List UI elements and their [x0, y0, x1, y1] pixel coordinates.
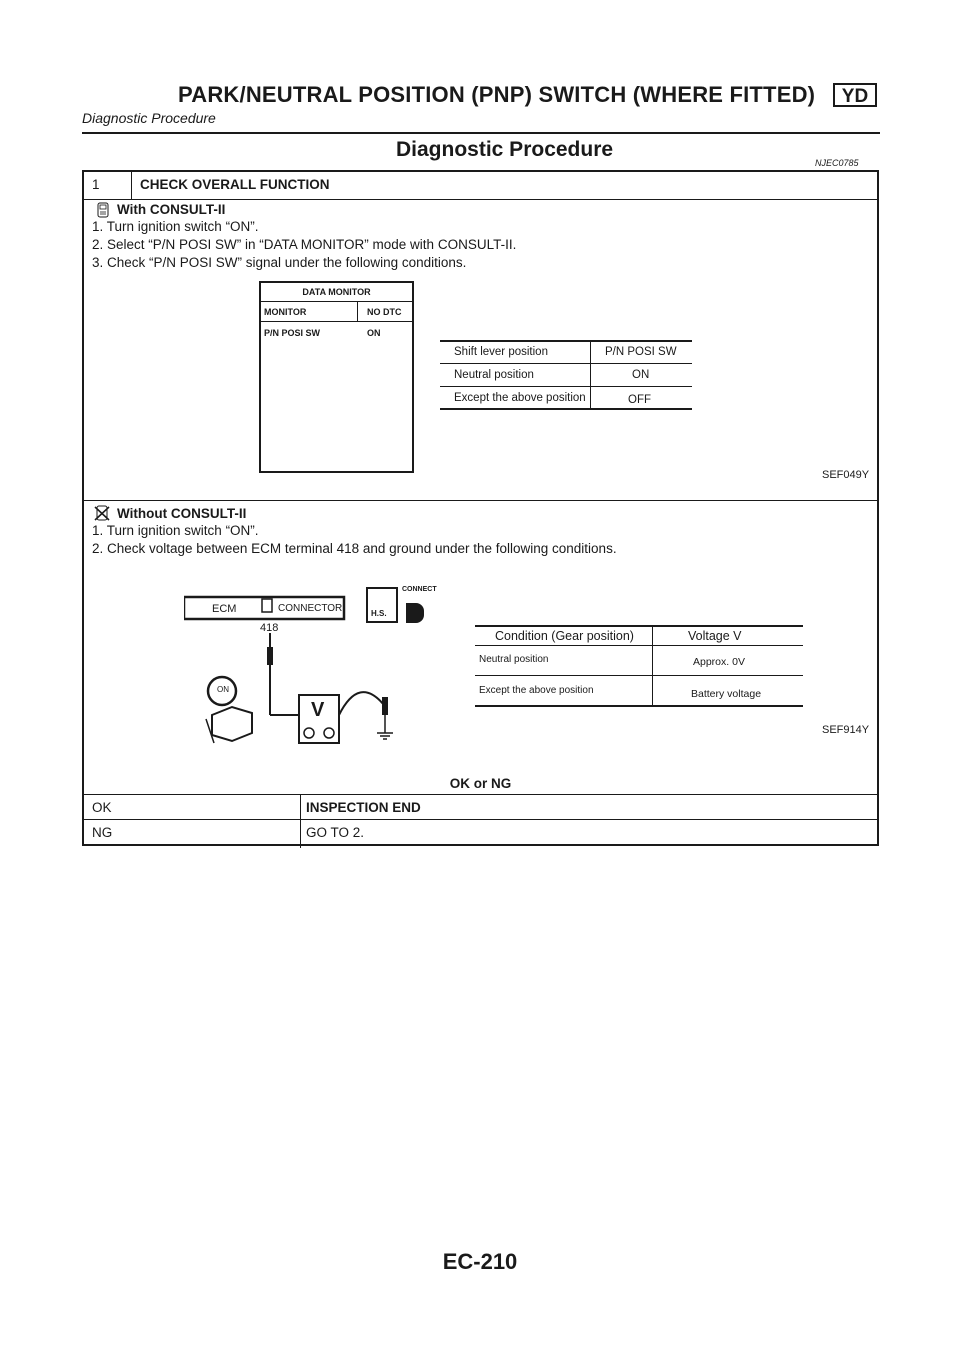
step-heading-rule [84, 199, 877, 200]
result-label-rule [84, 794, 877, 795]
no-consult-step-1: 1. Turn ignition switch “ON”. [92, 523, 259, 538]
result-label: OK or NG [449, 776, 512, 791]
voltage-table-row-1-value: Approx. 0V [693, 656, 745, 668]
shift-lever-table [440, 340, 692, 410]
voltage-table [475, 625, 803, 707]
page-number: EC-210 [442, 1249, 518, 1274]
without-consult-label: Without CONSULT-II [117, 506, 247, 521]
voltage-check-diagram [184, 585, 444, 755]
hs-label: H.S. [371, 609, 387, 618]
connect-label: CONNECT [402, 586, 437, 593]
voltage-table-row-2-value: Battery voltage [691, 688, 762, 700]
result-ok-key: OK [92, 800, 112, 815]
consult-step-3: 3. Check “P/N POSI SW” signal under the following conditions. [92, 255, 467, 270]
header-title: PARK/NEUTRAL POSITION (PNP) SWITCH (WHERE FITTED) [178, 82, 816, 107]
voltage-table-row-2-condition: Except the above position [479, 685, 594, 696]
section-title: Diagnostic Procedure [396, 138, 614, 161]
step-number-divider [131, 172, 132, 199]
data-monitor-value: ON [367, 328, 381, 338]
engine-badge: YD [833, 83, 877, 107]
data-monitor-screen [259, 281, 414, 473]
connector-label: CONNECTOR [278, 603, 343, 614]
result-divider [300, 794, 301, 848]
voltage-table-header-2: Voltage V [688, 629, 742, 643]
step-heading: CHECK OVERALL FUNCTION [140, 177, 330, 192]
data-monitor-col2: NO DTC [367, 307, 402, 317]
consult-step-2: 2. Select “P/N POSI SW” in “DATA MONITOR” mode with CONSULT-II. [92, 237, 517, 252]
shift-table-row-1-condition: Neutral position [454, 369, 534, 381]
no-consult-step-2: 2. Check voltage between ECM terminal 418 and ground under the following conditions. [92, 541, 617, 556]
shift-table-row-2-condition: Except the above position [454, 392, 586, 404]
consult-section-rule [84, 500, 877, 501]
shift-table-header-1: Shift lever position [454, 346, 548, 358]
shift-table-row-1-value: ON [632, 369, 650, 381]
data-monitor-col1: MONITOR [264, 307, 307, 317]
with-consult-label: With CONSULT-II [117, 202, 226, 217]
ecm-label: ECM [212, 603, 237, 615]
consult-step-1: 1. Turn ignition switch “ON”. [92, 219, 259, 234]
shift-table-header-2: P/N POSI SW [605, 346, 677, 358]
shift-table-row-2-value: OFF [628, 394, 651, 406]
header-rule [82, 132, 880, 134]
procedure-box [82, 170, 879, 846]
data-monitor-title: DATA MONITOR [302, 287, 371, 297]
ignition-on-label: ON [217, 685, 229, 694]
result-row-rule [84, 819, 877, 820]
voltage-table-header-1: Condition (Gear position) [495, 629, 634, 643]
figure-ref-1: SEF049Y [822, 469, 870, 481]
section-code: NJEC0785 [815, 158, 859, 168]
voltage-table-row-1-condition: Neutral position [479, 654, 549, 665]
result-ng-action: GO TO 2. [306, 825, 365, 840]
result-ok-action: INSPECTION END [306, 800, 421, 815]
voltmeter-label: V [311, 699, 325, 721]
terminal-number: 418 [260, 622, 279, 634]
data-monitor-item: P/N POSI SW [264, 328, 321, 338]
result-ng-key: NG [92, 825, 113, 840]
step-number: 1 [92, 177, 100, 192]
header-subtitle: Diagnostic Procedure [82, 110, 216, 126]
figure-ref-2: SEF914Y [822, 724, 870, 736]
